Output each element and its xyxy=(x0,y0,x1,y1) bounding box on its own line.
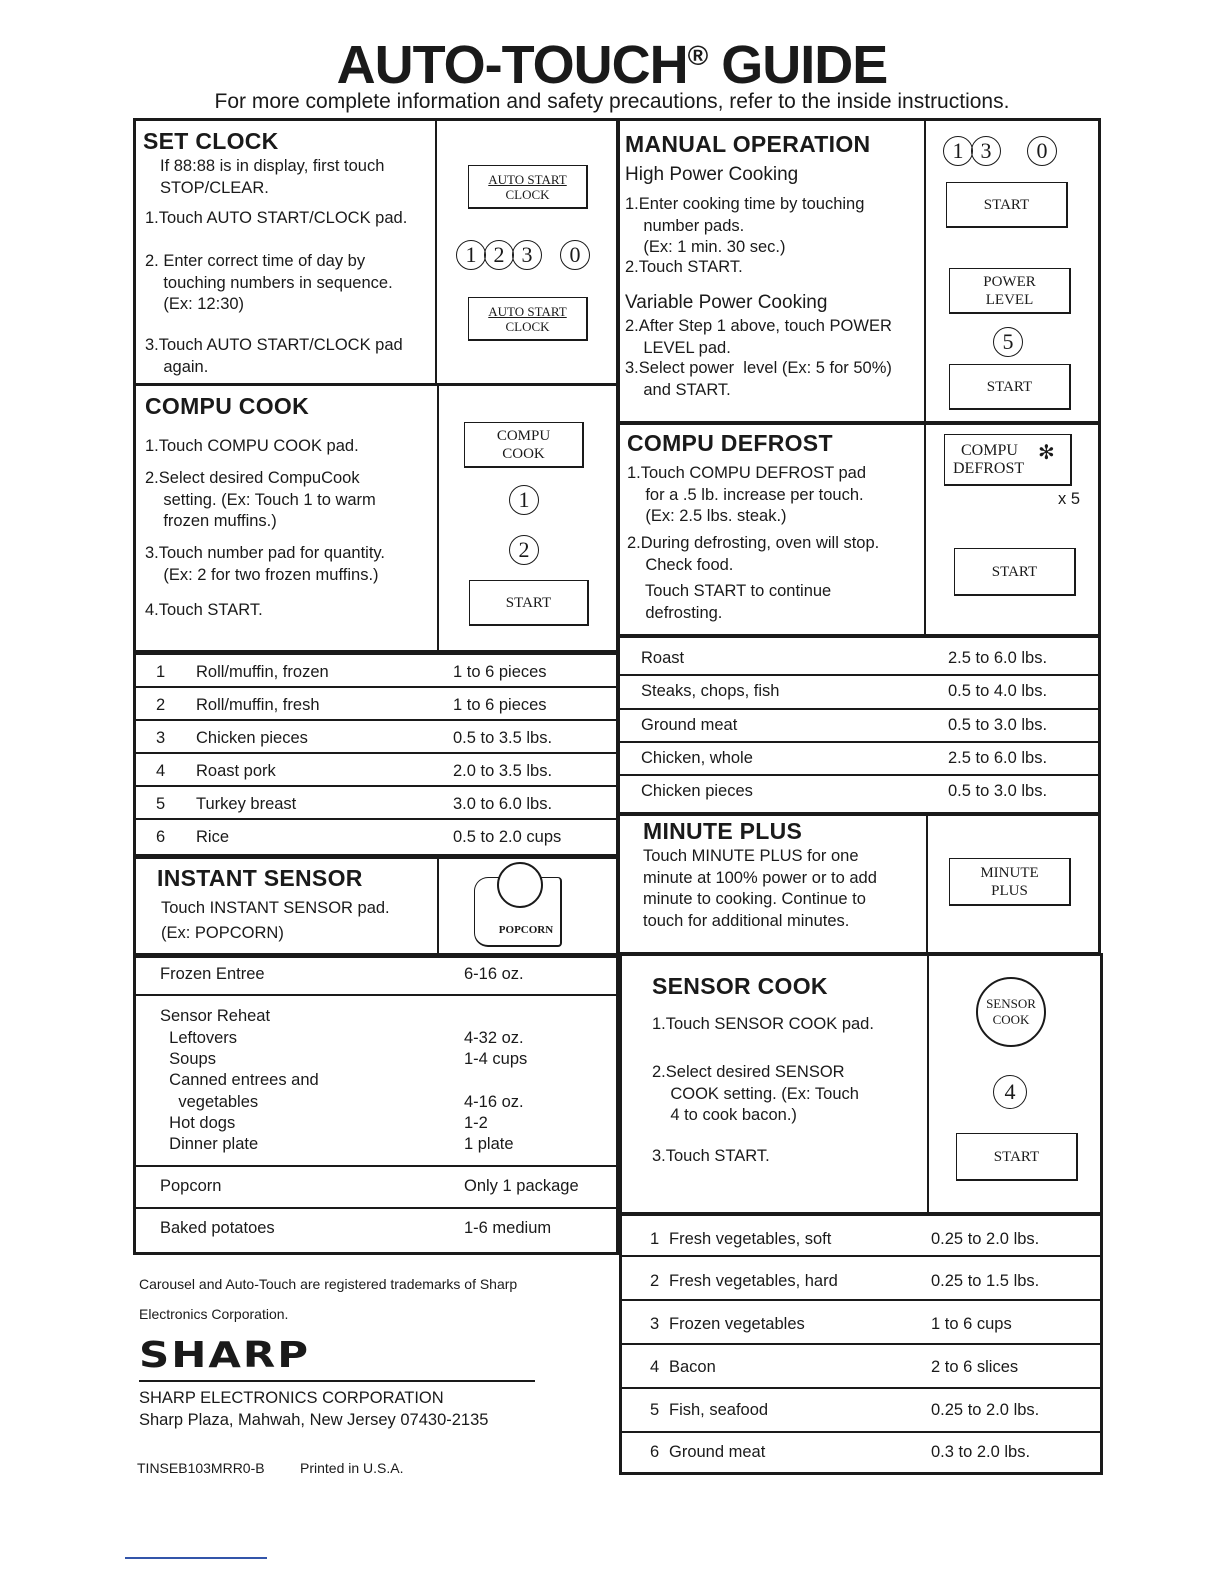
table-cell-amount: 1-4 cups xyxy=(464,1050,528,1068)
table-cell-item: Roast pork xyxy=(196,762,276,780)
table-row-divider xyxy=(135,752,617,754)
table-cell-num: 4 xyxy=(156,762,166,780)
table-cell-item: Bacon xyxy=(669,1358,716,1376)
table-cell-amount: 1-6 medium xyxy=(464,1219,552,1237)
table-cell-amount: 0.3 to 2.0 lbs. xyxy=(931,1443,1031,1461)
table-row-divider xyxy=(619,774,1099,776)
table-cell-item: Fish, seafood xyxy=(669,1401,769,1419)
table-cell-num: 2 xyxy=(650,1272,660,1290)
table-cell-item: Steaks, chops, fish xyxy=(641,682,780,700)
table-cell-item: Chicken, whole xyxy=(641,749,753,767)
popcorn-icon xyxy=(497,862,543,908)
set-clock-heading: SET CLOCK xyxy=(143,128,279,154)
page-subtitle: For more complete information and safety precautions, refer to the inside instructions. xyxy=(214,90,1010,113)
table-cell-amount: Only 1 package xyxy=(464,1177,579,1195)
digit-3-pad: 3 xyxy=(512,240,542,270)
minute-plus-pad xyxy=(949,858,1071,906)
table-cell-num: 6 xyxy=(650,1443,660,1461)
table-cell-num: 1 xyxy=(156,663,166,681)
table-cell-item: Fresh vegetables, hard xyxy=(669,1272,838,1290)
manual-step-3: 2.After Step 1 above, touch POWER LEVEL pad. xyxy=(625,317,892,357)
digit-3-pad: 3 xyxy=(971,136,1001,166)
pad-label: POWER xyxy=(983,273,1036,290)
table-cell-amount: 0.5 to 3.0 lbs. xyxy=(948,782,1048,800)
set-clock-intro: If 88:88 is in display, first touch STOP/CLEAR. xyxy=(160,157,385,197)
manual-step-4: 3.Select power level (Ex: 5 for 50%) and START. xyxy=(625,359,892,399)
table-cell-num: 5 xyxy=(650,1401,660,1419)
trademark-line-1: Carousel and Auto-Touch are registered trademarks of Sharp xyxy=(139,1276,518,1292)
table-cell-amount: 3.0 to 6.0 lbs. xyxy=(453,795,553,813)
digit-2-pad: 2 xyxy=(509,535,539,565)
table-cell-amount: 0.5 to 3.0 lbs. xyxy=(948,716,1048,734)
company-address: Sharp Plaza, Mahwah, New Jersey 07430-2135 xyxy=(139,1411,489,1429)
manual-sub-variable-power: Variable Power Cooking xyxy=(625,292,828,313)
pad-label: AUTO START xyxy=(488,303,567,319)
pad-label: COMPU xyxy=(496,427,551,444)
table-cell-amount: 1 to 6 pieces xyxy=(453,663,547,681)
snowflake-icon: ✻ xyxy=(1038,442,1055,464)
compu-cook-step-4: 4.Touch START. xyxy=(145,601,263,619)
divider xyxy=(437,385,439,651)
compu-defrost-heading: COMPU DEFROST xyxy=(627,430,833,456)
divider xyxy=(927,955,929,1213)
table-cell-amount: 4-16 oz. xyxy=(464,1093,524,1111)
table-cell-num: 6 xyxy=(156,828,166,846)
table-cell-item: Canned entrees and xyxy=(160,1071,319,1089)
pad-label: MINUTE xyxy=(980,864,1039,881)
table-row-divider xyxy=(619,741,1099,743)
table-cell-item: Hot dogs xyxy=(160,1114,236,1132)
table-row-divider xyxy=(135,818,617,820)
compu-cook-heading: COMPU COOK xyxy=(145,393,309,419)
table-cell-item: Roll/muffin, fresh xyxy=(196,696,320,714)
pad-label: CLOCK xyxy=(505,318,550,334)
sensor-cook-pad xyxy=(976,977,1046,1047)
sensor-cook-step-3: 3.Touch START. xyxy=(652,1147,770,1165)
table-cell-amount: 0.5 to 3.5 lbs. xyxy=(453,729,553,747)
table-cell-num: 2 xyxy=(156,696,166,714)
table-cell-item: Fresh vegetables, soft xyxy=(669,1230,832,1248)
table-row-divider xyxy=(619,674,1099,676)
table-cell-amount: 1-2 xyxy=(464,1114,488,1132)
digit-0-pad: 0 xyxy=(560,240,590,270)
table-cell-amount: 0.25 to 2.0 lbs. xyxy=(931,1230,1040,1248)
sharp-logo: SHARP xyxy=(139,1334,311,1376)
pad-label: COOK xyxy=(502,445,545,462)
table-row-divider xyxy=(135,1165,617,1167)
instant-sensor-heading: INSTANT SENSOR xyxy=(157,865,363,891)
pad-label: CLOCK xyxy=(505,186,550,202)
divider xyxy=(435,120,437,384)
divider xyxy=(924,424,926,635)
digit-2-pad: 2 xyxy=(484,240,514,270)
set-clock-step-2: 2. Enter correct time of day by touching numbers in sequence. (Ex: 12:30) xyxy=(145,252,393,313)
bottom-rule xyxy=(125,1557,267,1559)
set-clock-step-1: 1.Touch AUTO START/CLOCK pad. xyxy=(145,209,408,227)
table-cell-amount: 0.5 to 2.0 cups xyxy=(453,828,562,846)
table-cell-amount: 1 plate xyxy=(464,1135,514,1153)
table-cell-item: Rice xyxy=(196,828,230,846)
pad-label: DEFROST xyxy=(953,459,1025,477)
table-row-divider xyxy=(621,1387,1101,1389)
popcorn-pad-label: POPCORN xyxy=(498,924,554,936)
digit-1-pad: 1 xyxy=(456,240,486,270)
sensor-cook-heading: SENSOR COOK xyxy=(652,973,828,999)
table-cell-amount: 2.0 to 3.5 lbs. xyxy=(453,762,553,780)
pad-label: COMPU xyxy=(961,441,1018,459)
table-cell-amount: 0.25 to 1.5 lbs. xyxy=(931,1272,1040,1290)
table-cell-amount: 2.5 to 6.0 lbs. xyxy=(948,749,1048,767)
table-cell-item: Ground meat xyxy=(669,1443,766,1461)
table-cell-num: 4 xyxy=(650,1358,660,1376)
table-cell-amount: 6-16 oz. xyxy=(464,965,524,983)
printed-in: Printed in U.S.A. xyxy=(300,1460,404,1476)
table-cell-item: Baked potatoes xyxy=(160,1219,275,1237)
table-cell-amount: 4-32 oz. xyxy=(464,1029,524,1047)
compu-cook-pad xyxy=(464,422,584,468)
table-cell-amount: 1 to 6 cups xyxy=(931,1315,1012,1333)
instant-sensor-example: (Ex: POPCORN) xyxy=(161,924,284,942)
footer-divider xyxy=(139,1380,535,1382)
power-level-pad xyxy=(949,268,1071,314)
table-cell-item: Ground meat xyxy=(641,716,738,734)
table-cell-num: 1 xyxy=(650,1230,660,1248)
defrost-times: x 5 xyxy=(1058,490,1081,508)
table-cell-amount: 0.25 to 2.0 lbs. xyxy=(931,1401,1040,1419)
digit-5-pad: 5 xyxy=(993,327,1023,357)
auto-start-clock-pad-again xyxy=(468,297,588,341)
table-row-divider xyxy=(135,785,617,787)
digit-1-pad: 1 xyxy=(509,485,539,515)
table-cell-item: Leftovers xyxy=(160,1029,238,1047)
table-row-divider xyxy=(135,719,617,721)
table-cell-item: Frozen Entree xyxy=(160,965,265,983)
digit-1-pad: 1 xyxy=(943,136,973,166)
table-cell-amount: 2 to 6 slices xyxy=(931,1358,1019,1376)
table-cell-num: 3 xyxy=(156,729,166,747)
compu-cook-step-3: 3.Touch number pad for quantity. (Ex: 2 for two frozen muffins.) xyxy=(145,544,386,584)
pad-label: PLUS xyxy=(991,882,1028,899)
set-clock-step-3: 3.Touch AUTO START/CLOCK pad again. xyxy=(145,336,403,376)
table-cell-item: Roast xyxy=(641,649,685,667)
table-cell-item: Sensor Reheat xyxy=(160,1007,271,1025)
pad-label: COOK xyxy=(992,1012,1030,1027)
document-code: TINSEB103MRR0-B xyxy=(137,1460,265,1476)
table-cell-item: Dinner plate xyxy=(160,1135,259,1153)
compu-cook-table xyxy=(133,652,619,857)
divider xyxy=(924,120,926,422)
table-cell-num: 5 xyxy=(156,795,166,813)
pad-label: SENSOR xyxy=(986,996,1036,1011)
table-cell-item: Chicken pieces xyxy=(641,782,753,800)
sensor-cook-step-1: 1.Touch SENSOR COOK pad. xyxy=(652,1015,874,1033)
table-row-divider xyxy=(135,686,617,688)
table-row-divider xyxy=(621,1343,1101,1345)
minute-plus-text: Touch MINUTE PLUS for one minute at 100% power or to add minute to cooking. Continue to touch for additional minutes. xyxy=(643,847,877,930)
table-row-divider xyxy=(621,1431,1101,1433)
table-cell-item: Popcorn xyxy=(160,1177,222,1195)
table-cell-item: vegetables xyxy=(160,1093,259,1111)
auto-start-clock-pad xyxy=(468,165,588,209)
table-row-divider xyxy=(619,708,1099,710)
table-cell-item: Roll/muffin, frozen xyxy=(196,663,329,681)
manual-operation-heading: MANUAL OPERATION xyxy=(625,131,871,157)
manual-sub-high-power: High Power Cooking xyxy=(625,164,799,185)
compu-defrost-step-2: 2.During defrosting, oven will stop. Check food. xyxy=(627,534,880,574)
company-name: SHARP ELECTRONICS CORPORATION xyxy=(139,1389,444,1407)
minute-plus-heading: MINUTE PLUS xyxy=(643,818,803,844)
trademark-line-2: Electronics Corporation. xyxy=(139,1306,289,1322)
table-cell-amount: 0.5 to 4.0 lbs. xyxy=(948,682,1048,700)
pad-label: AUTO START xyxy=(488,171,567,187)
start-pad: START xyxy=(956,1133,1078,1181)
digit-0-pad: 0 xyxy=(1027,136,1057,166)
table-cell-num: 3 xyxy=(650,1315,660,1333)
divider xyxy=(926,815,928,953)
page-title: AUTO-TOUCH® GUIDE xyxy=(336,35,888,95)
sensor-cook-step-2: 2.Select desired SENSOR COOK setting. (Ex: Touch 4 to cook bacon.) xyxy=(652,1063,859,1124)
compu-cook-step-2: 2.Select desired CompuCook setting. (Ex: Touch 1 to warm frozen muffins.) xyxy=(145,469,376,530)
table-cell-item: Turkey breast xyxy=(196,795,297,813)
manual-step-2: 2.Touch START. xyxy=(625,258,743,276)
table-cell-item: Soups xyxy=(160,1050,216,1068)
divider xyxy=(437,858,439,954)
table-row-divider xyxy=(621,1255,1101,1257)
manual-step-1: 1.Enter cooking time by touching number pads. (Ex: 1 min. 30 sec.) xyxy=(625,195,865,256)
table-cell-amount: 2.5 to 6.0 lbs. xyxy=(948,649,1048,667)
table-cell-amount: 1 to 6 pieces xyxy=(453,696,547,714)
compu-cook-step-1: 1.Touch COMPU COOK pad. xyxy=(145,437,359,455)
table-row-divider xyxy=(621,1299,1101,1301)
pad-label: LEVEL xyxy=(985,291,1034,308)
table-row-divider xyxy=(135,994,617,996)
digit-4-pad: 4 xyxy=(993,1075,1027,1109)
instant-sensor-text: Touch INSTANT SENSOR pad. xyxy=(161,899,390,917)
table-cell-item: Frozen vegetables xyxy=(669,1315,805,1333)
start-pad: START xyxy=(954,548,1076,596)
start-pad: START xyxy=(949,364,1071,410)
table-cell-item: Chicken pieces xyxy=(196,729,308,747)
start-pad: START xyxy=(946,182,1068,228)
compu-defrost-step-1: 1.Touch COMPU DEFROST pad for a .5 lb. increase per touch. (Ex: 2.5 lbs. steak.) xyxy=(627,464,867,525)
table-row-divider xyxy=(135,1207,617,1209)
compu-defrost-step-3: Touch START to continue defrosting. xyxy=(645,582,832,622)
start-pad: START xyxy=(469,580,589,626)
